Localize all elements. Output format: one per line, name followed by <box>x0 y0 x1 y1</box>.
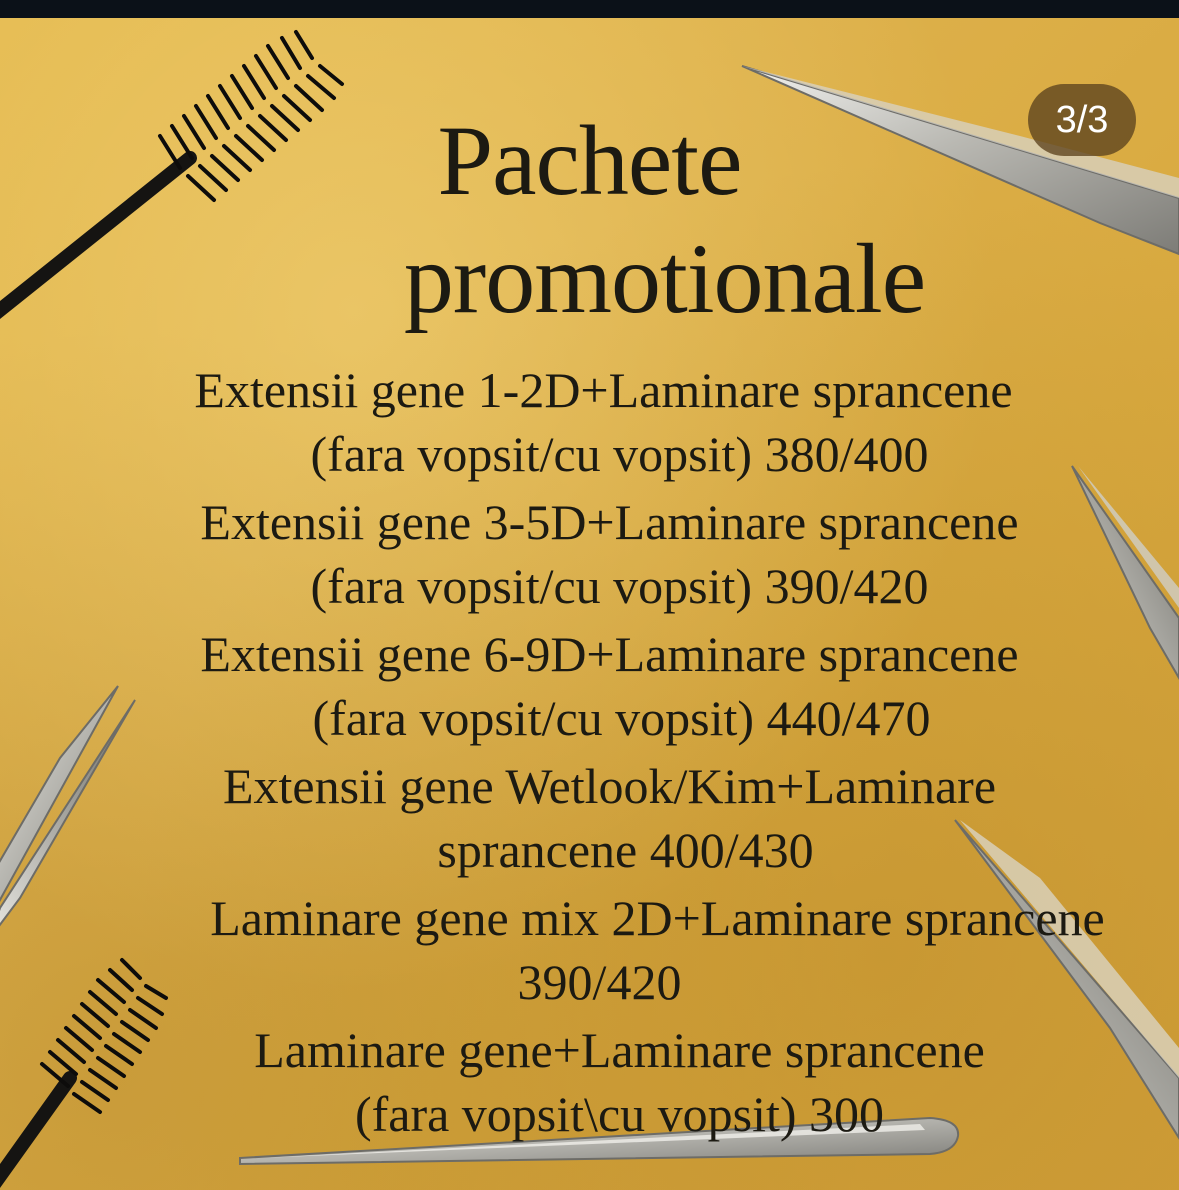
package-price: 390/420 <box>517 954 682 1010</box>
package-price: sprancene 400/430 <box>437 822 814 878</box>
package-name: Laminare gene+Laminare sprancene <box>254 1022 985 1078</box>
package-price: (fara vopsit/cu vopsit) 440/470 <box>312 690 931 746</box>
package-item <box>0 490 1179 618</box>
package-item <box>0 622 1179 750</box>
poster-title <box>0 102 1179 338</box>
package-list <box>0 358 1179 1146</box>
package-name: Extensii gene 3-5D+Laminare sprancene <box>200 494 1019 550</box>
package-item <box>0 358 1179 486</box>
package-item <box>0 886 1179 1014</box>
title-line-1: Pachete <box>437 105 742 216</box>
page-indicator-badge: 3/3 <box>1028 84 1136 156</box>
package-price: (fara vopsit\cu vopsit) 300 <box>354 1086 885 1142</box>
package-name: Extensii gene 1-2D+Laminare sprancene <box>194 362 1013 418</box>
package-name: Extensii gene 6-9D+Laminare sprancene <box>200 626 1019 682</box>
promo-poster <box>0 18 1179 1190</box>
package-item <box>0 754 1179 882</box>
package-price: (fara vopsit/cu vopsit) 380/400 <box>310 426 929 482</box>
top-status-bar <box>0 0 1179 18</box>
package-item <box>0 1018 1179 1146</box>
package-price: (fara vopsit/cu vopsit) 390/420 <box>310 558 929 614</box>
package-name: Laminare gene mix 2D+Laminare sprancene <box>210 890 1105 946</box>
package-name: Extensii gene Wetlook/Kim+Laminare <box>222 758 997 814</box>
title-line-2: promotionale <box>403 223 926 334</box>
